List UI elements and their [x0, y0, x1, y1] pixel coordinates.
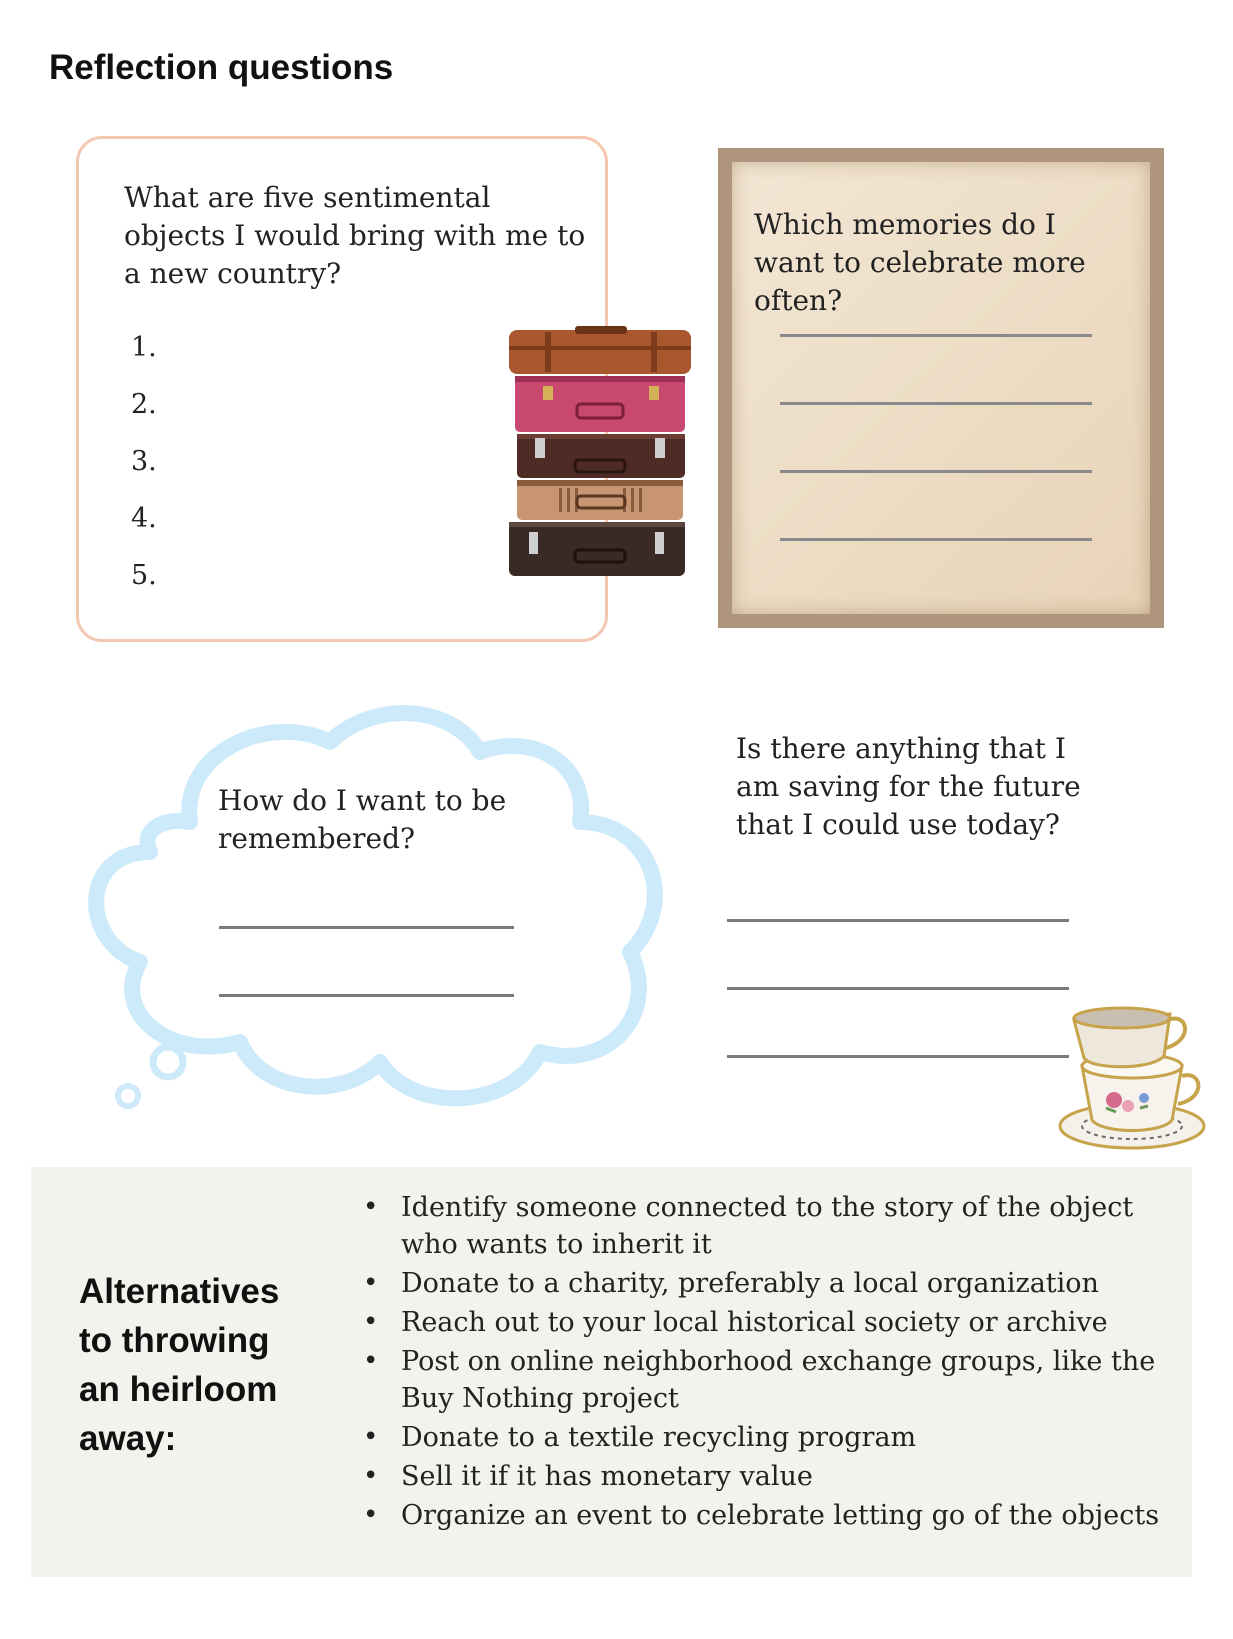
- memories-frame: [718, 148, 1164, 628]
- answer-line: [219, 926, 514, 929]
- list-item: • Organize an event to celebrate letting go of the objects: [361, 1497, 1181, 1534]
- alternatives-title: Alternatives to throwing an heirloom away:: [79, 1272, 280, 1458]
- thought-cloud-shape: [70, 692, 690, 1132]
- answer-line: [727, 1055, 1069, 1058]
- saving-question: Is there anything that I am saving for the future that I could use today?: [736, 732, 1081, 841]
- answer-line: [780, 402, 1092, 405]
- alternatives-panel: [31, 1167, 1192, 1577]
- page-title: Reflection questions: [49, 48, 394, 87]
- memories-question: Which memories do I want to celebrate more often?: [754, 208, 1086, 317]
- alternatives-list: [361, 1189, 1181, 1536]
- list-item: • Post on online neighborhood exchange groups, like the Buy Nothing project: [361, 1343, 1181, 1417]
- remembered-question: How do I want to be remembered?: [218, 784, 507, 855]
- list-item: 3.: [131, 446, 157, 477]
- suitcase-stack-image: [505, 326, 697, 580]
- list-item: 2.: [131, 389, 157, 420]
- list-item: • Reach out to your local historical society or archive: [361, 1304, 1181, 1341]
- list-item: • Donate to a charity, preferably a local organization: [361, 1265, 1181, 1302]
- list-item: 1.: [131, 332, 157, 363]
- list-item: • Donate to a textile recycling program: [361, 1419, 1181, 1456]
- list-item: 5.: [131, 560, 157, 591]
- sentimental-objects-question: What are five sentimental objects I would bring with me to a new country?: [124, 181, 586, 290]
- answer-line: [727, 987, 1069, 990]
- answer-line: [727, 919, 1069, 922]
- answer-line: [780, 538, 1092, 541]
- teacup-image: [1052, 1000, 1212, 1156]
- list-item: • Identify someone connected to the story of the object who wants to inherit it: [361, 1189, 1181, 1263]
- answer-line: [780, 334, 1092, 337]
- list-item: 4.: [131, 503, 157, 534]
- sentimental-objects-list: [131, 319, 157, 604]
- answer-line: [219, 994, 514, 997]
- answer-line: [780, 470, 1092, 473]
- list-item: • Sell it if it has monetary value: [361, 1458, 1181, 1495]
